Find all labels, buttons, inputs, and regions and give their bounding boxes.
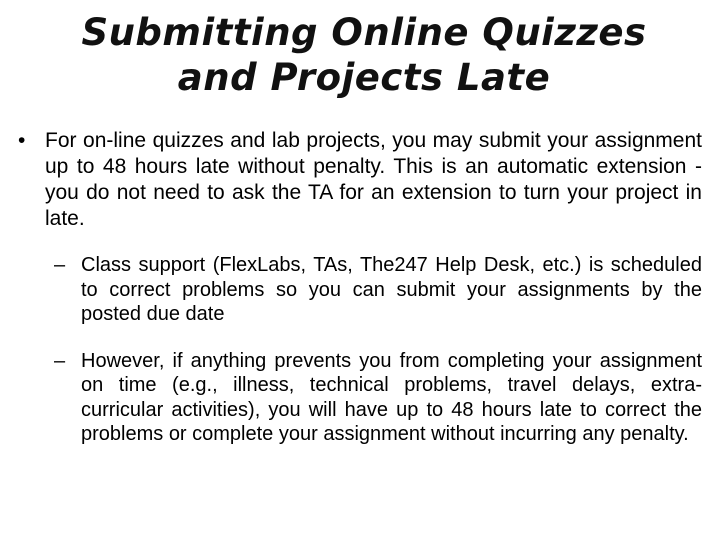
bullet-item bbox=[18, 128, 702, 232]
slide-body bbox=[18, 128, 702, 447]
title-line-2: and Projects Late bbox=[177, 56, 551, 99]
sub-bullet-text-2: However, if anything prevents you from completing your assignment on time (e.g., illness, technical problems, travel delays, extra-curricular activities), you will have up to 48 hours late to correct the problems or complete your assignment without incurring any penalty. bbox=[81, 349, 702, 445]
slide-title bbox=[40, 10, 688, 100]
sub-bullet-item-1 bbox=[18, 253, 702, 327]
sub-bullet-item-2 bbox=[18, 349, 702, 447]
sub-bullet-marker-2: – bbox=[54, 349, 66, 372]
title-line-1: Submitting Online Quizzes bbox=[81, 11, 647, 54]
sub-bullet-marker-1: – bbox=[54, 254, 66, 276]
bullet-marker: • bbox=[18, 129, 26, 152]
bullet-text: For on-line quizzes and lab projects, you may submit your assignment up to 48 hours late without penalty. This is an automatic extension - you do not need to ask the TA for an extension to turn your project in late. bbox=[45, 129, 702, 230]
sub-bullet-text-1: Class support (FlexLabs, TAs, The247 Help Desk, etc.) is scheduled to correct problems so you can submit your assignments by the posted due date bbox=[81, 254, 702, 325]
